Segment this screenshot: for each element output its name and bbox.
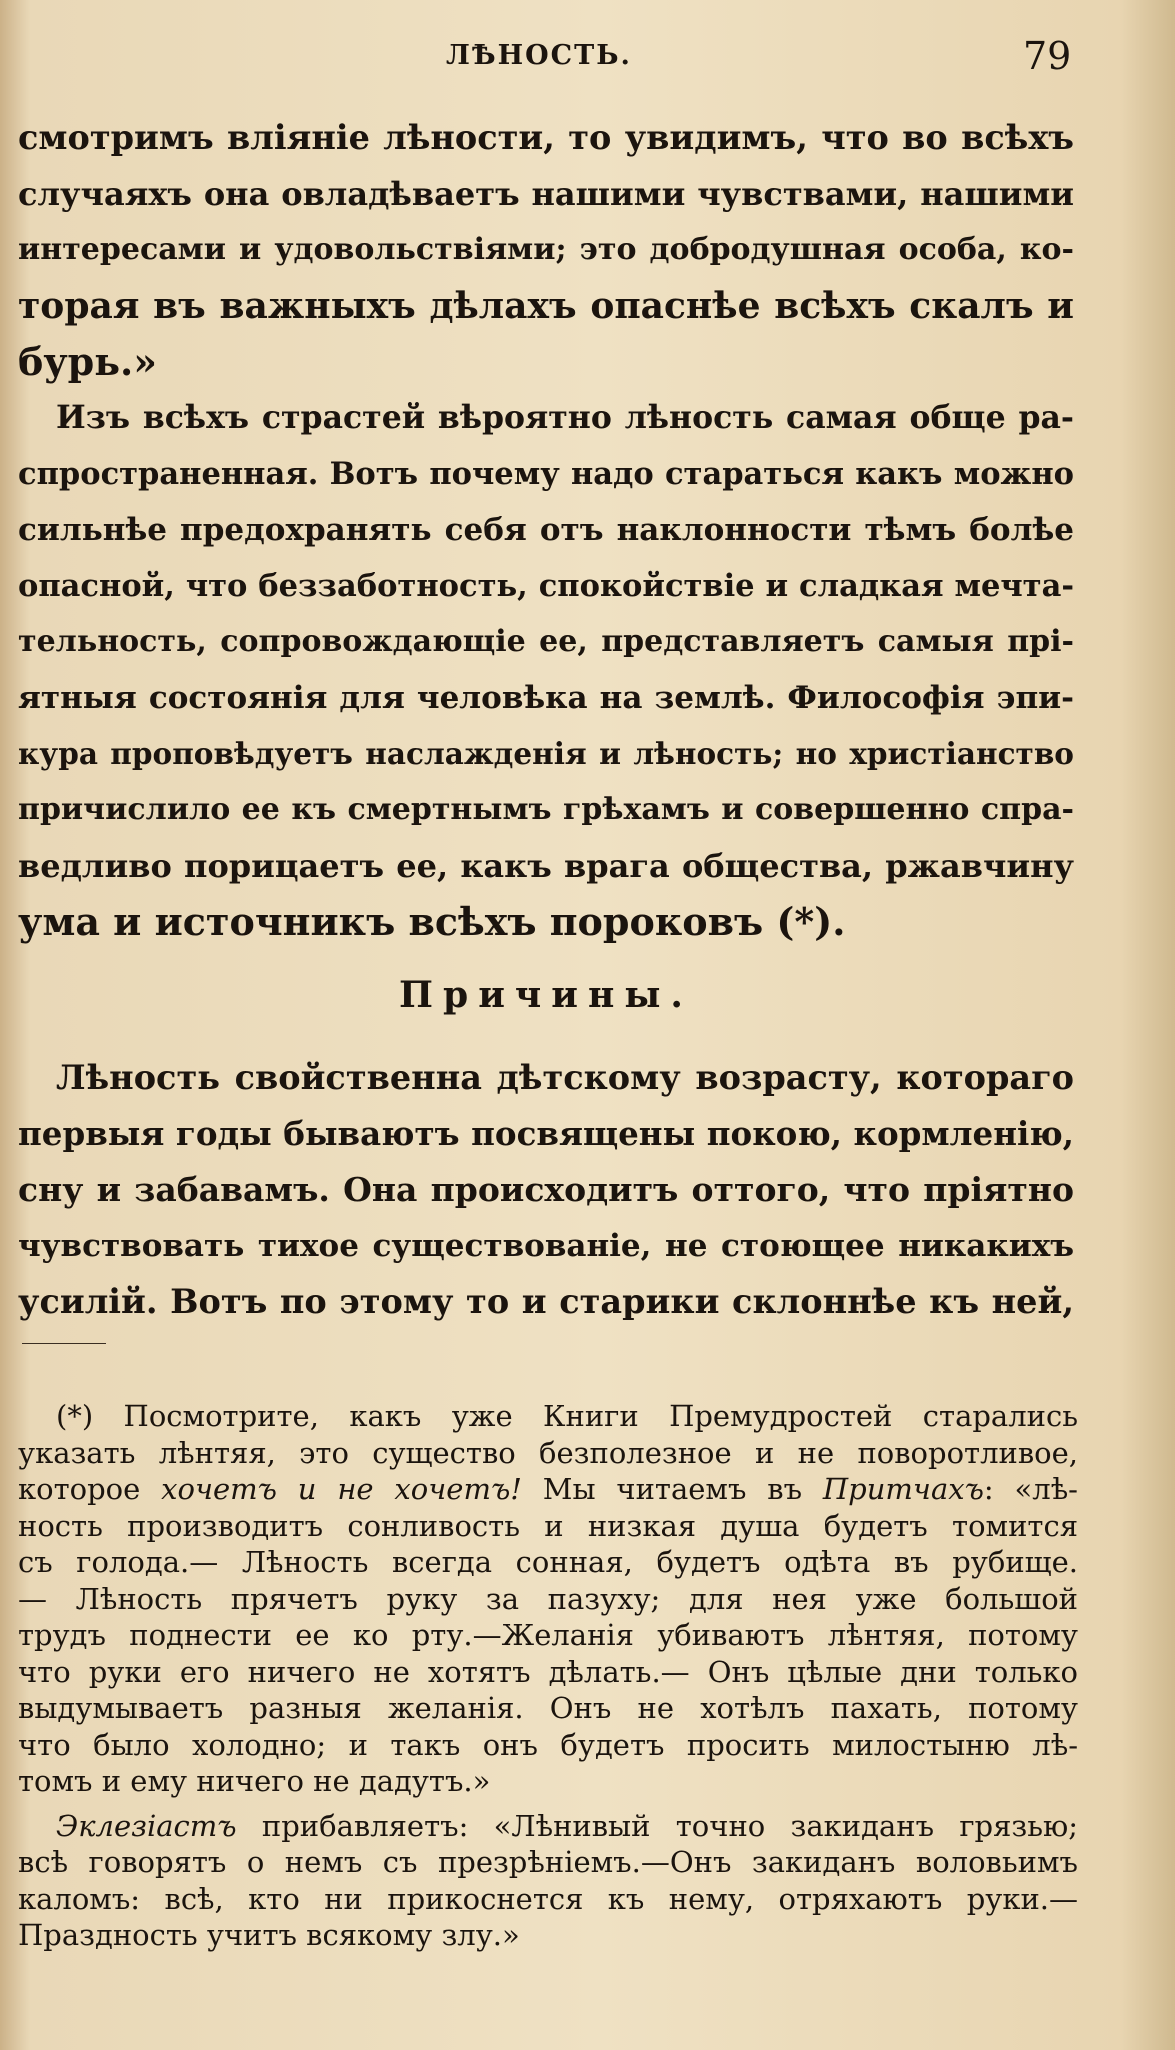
- text-line: усилій. Вотъ по этому то и старики склоннѣе къ ней,: [18, 1282, 1074, 1321]
- footnote-italic: Эклезіастъ: [56, 1808, 237, 1843]
- footnote-line: — Лѣность прячетъ руку за пазуху; для нея уже большой: [18, 1581, 1078, 1616]
- text-line: случаяхъ она овладѣваетъ нашими чувствами, нашими: [18, 175, 1074, 213]
- text-line: интересами и удовольствіями; это добродушная особа, ко-: [18, 232, 1074, 267]
- footnote-line: указать лѣнтяя, это существо безполезное и не поворотливое,: [18, 1435, 1078, 1470]
- footnote-line: всѣ говорятъ о немъ съ презрѣніемъ.—Онъ закиданъ воловьимъ: [18, 1845, 1078, 1879]
- footnote-text: прибавляетъ: «Лѣнивый точно закиданъ грязью;: [236, 1808, 1078, 1843]
- footnote-line: трудъ поднести ее ко рту.—Желанія убиваютъ лѣнтяя, потому: [18, 1618, 1078, 1652]
- footnote-text: которое: [18, 1472, 162, 1506]
- footnote-line: Праздность учитъ всякому злу.»: [18, 1918, 520, 1952]
- footnote: [18, 1398, 1078, 1954]
- footnote-line: что руки его ничего не хотятъ дѣлать.— Онъ цѣлые дни только: [18, 1654, 1078, 1689]
- text-line: кура проповѣдуетъ наслажденія и лѣность; но христіанство: [18, 736, 1074, 771]
- footnote-line: [18, 1471, 1078, 1508]
- text-line: сильнѣе предохранять себя отъ наклонности тѣмъ болѣе: [18, 512, 1074, 548]
- section-heading: Причины.: [399, 974, 693, 1016]
- footnote-text: Мы читаемъ въ: [521, 1472, 823, 1506]
- main-text: [18, 110, 1074, 1330]
- footnote-italic: хочетъ и не хочетъ!: [161, 1472, 522, 1506]
- text-line: Лѣность свойственна дѣтскому возрасту, котораго: [56, 1058, 1074, 1097]
- footnote-line: ность производитъ сонливость и низкая душа будетъ томится: [18, 1508, 1078, 1543]
- footnote-italic: Притчахъ: [822, 1472, 984, 1506]
- footnote-line: [18, 1808, 1078, 1845]
- text-line: ума и источникъ всѣхъ пороковъ (*).: [18, 899, 846, 944]
- paragraph-1: [18, 110, 1074, 390]
- text-line: причислило ее къ смертнымъ грѣхамъ и совершенно спра-: [18, 792, 1074, 827]
- footnote-line: съ голода.— Лѣность всегда сонная, будетъ одѣта въ рубище.: [18, 1545, 1078, 1579]
- footnote-line: (*) Посмотрите, какъ уже Книги Премудростей старались: [56, 1399, 1078, 1433]
- text-line: спространенная. Вотъ почему надо стараться какъ можно: [18, 456, 1074, 492]
- text-line: тельность, сопровождающіе ее, представляетъ самыя прі-: [18, 624, 1074, 659]
- footnote-line: что было холодно; и такъ онъ будетъ просить милостыню лѣ-: [18, 1727, 1078, 1762]
- paragraph-2: [18, 390, 1074, 950]
- text-line: торая въ важныхъ дѣлахъ опаснѣе всѣхъ скалъ и: [18, 285, 1074, 327]
- text-line: первыя годы бываютъ посвящены покою, кормленію,: [18, 1114, 1074, 1153]
- running-title: ЛѢНОСТЬ.: [446, 40, 632, 71]
- text-line: бурь.»: [18, 339, 158, 384]
- footnote-line: каломъ: всѣ, кто ни прикоснется къ нему, отряхаютъ руки.—: [18, 1881, 1078, 1916]
- page-number: 79: [1023, 34, 1072, 78]
- text-line: смотримъ вліяніе лѣности, то увидимъ, что во всѣхъ: [18, 118, 1074, 157]
- footnote-line: томъ и ему ничего не дадутъ.»: [18, 1764, 491, 1798]
- text-line: чувствовать тихое существованіе, не стоющее никакихъ: [18, 1228, 1074, 1264]
- text-line: ведливо порицаетъ ее, какъ врага общества, ржавчину: [18, 847, 1074, 885]
- running-head: [0, 36, 1175, 76]
- footnote-line: выдумываетъ разныя желанія. Онъ не хотѣлъ пахать, потому: [18, 1691, 1078, 1725]
- text-line: сну и забавамъ. Она происходитъ оттого, что пріятно: [18, 1170, 1074, 1209]
- footnote-divider: [22, 1343, 106, 1344]
- footnote-text: : «лѣ-: [983, 1472, 1078, 1506]
- text-line: ятныя состоянія для человѣка на землѣ. Философія эпи-: [18, 680, 1074, 716]
- text-line: опасной, что беззаботность, спокойствіе и сладкая мечта-: [18, 568, 1074, 604]
- text-line: Изъ всѣхъ страстей вѣроятно лѣность самая обще ра-: [56, 399, 1074, 436]
- paragraph-3: [18, 1050, 1074, 1330]
